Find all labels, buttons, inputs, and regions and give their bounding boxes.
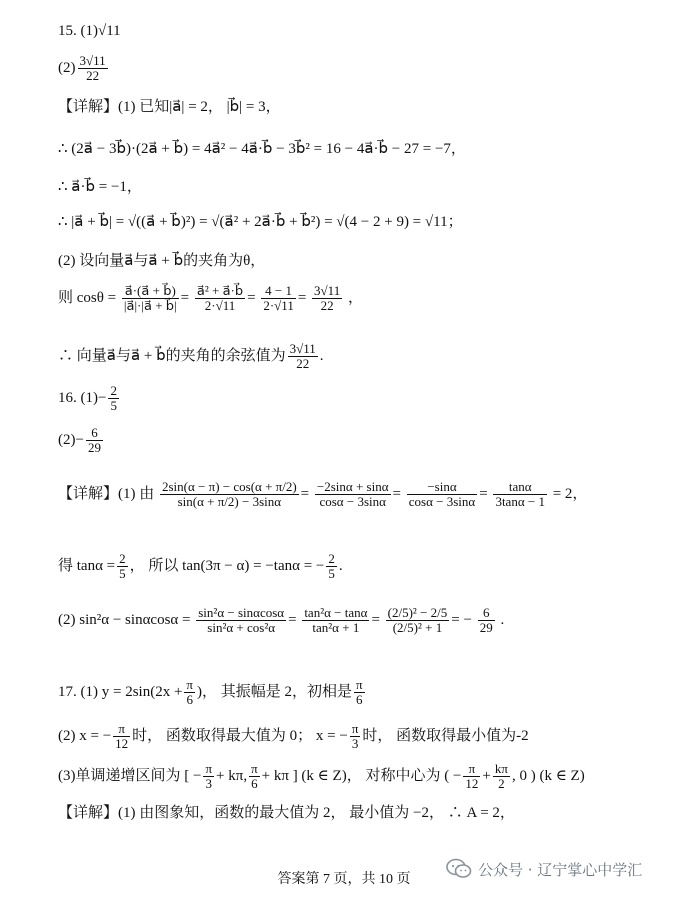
q16-answer-1: 16. (1)− $\frac{2}{5}$ <box>58 383 117 413</box>
q16-part-2: (2) sin²α − sinαcosα = $\frac{\text{sin²α − sinαcosα}}{\text{sin²α + cos²α}}$ = $\frac{\text{tan²α − tanα}}{\text{tan²α + 1}}$ = $\frac{\text{(2/5)² − 2/5}}{\text{(2/5)² + 1}}$ = − $\frac{6}{29}$ . <box>58 605 505 635</box>
q15-detail-2: (2) 设向量a⃗与a⃗ + b⃗的夹角为θ， <box>58 253 266 269</box>
watermark-text: 公众号 · 辽宁掌心中学汇 <box>478 860 643 879</box>
q16-tan-result: 得 tanα = $\frac{2}{5}$ ， 所以 tan(3π − α) = −tanα = − $\frac{2}{5}$ . <box>58 551 343 581</box>
q15-detail-1: 【详解】(1) 已知|a⃗| = 2， |b⃗| = 3， <box>58 99 281 115</box>
q17-answer-3: (3)单调递增区间为 [ − $\frac{\pi}{3}$ + kπ, $\frac{\pi}{6}$ + kπ ] (k ∈ Z)， 对称中心为 ( − $\frac{\pi}{12}$ + $\frac{k\pi}{2}$ , 0 ) (k ∈ Z) <box>58 761 585 791</box>
q16-answer-2: (2)− $\frac{6}{29}$ <box>58 425 101 455</box>
q17-detail-1: 【详解】(1) 由图象知，函数的最大值为 2， 最小值为 −2， ∴ A = 2， <box>58 805 515 821</box>
q15-cos-equation: 则 cosθ = $\frac{a⃗\cdot(a⃗ + b⃗)}{|a⃗|\cdot|a⃗ + b⃗|}$ = $\frac{\text{a⃗² + a⃗·b⃗}}{2\cdot√11}$ = $\frac{4 - 1}{2\cdot√11}$ = $\frac{3√11}{22}$ ， <box>58 283 363 313</box>
q15-step-3: ∴ |a⃗ + b⃗| = √((a⃗ + b⃗)²) = √(a⃗² + 2a⃗·b⃗ + b⃗²) = √(4 − 2 + 9) = √11； <box>58 214 463 230</box>
q16-detail-1: 【详解】(1) 由 $\frac{2\sin(\alpha - \pi) - \cos(\alpha + \pi/2)}{\sin(\alpha + \pi/2) - 3\sin\alpha}$ = $\frac{-2\sin\alpha + \sin\alpha}{\cos\alpha - 3\sin\alpha}$ = $\frac{-\sin\alpha}{\cos\alpha - 3\sin\alpha}$ = $\frac{\tan\alpha}{3\tan\alpha - 1}$ = 2， <box>58 479 588 509</box>
q15-step-2: ∴ a⃗·b⃗ = −1， <box>58 179 142 195</box>
q17-answer-1: 17. (1) y = 2sin(2x + $\frac{\pi}{6}$ )， 其振幅是 2，初相是 $\frac{\pi}{6}$ <box>58 677 363 707</box>
q17-answer-2: (2) x = − $\frac{\pi}{12}$ 时， 函数取得最大值为 0； x = − $\frac{\pi}{3}$ 时， 函数取得最小值为-2 <box>58 721 529 751</box>
q15-answer-2: (2) $\frac{3√11}{22}$ <box>58 53 106 83</box>
q15-answer-1: 15. (1)√11 <box>58 23 121 39</box>
q15-conclusion: ∴ 向量a⃗与a⃗ + b⃗的夹角的余弦值为 $\frac{3√11}{22}$ . <box>58 341 324 371</box>
q15-step-1: ∴ (2a⃗ − 3b⃗)·(2a⃗ + b⃗) = 4a⃗² − 4a⃗·b⃗ − 3b⃗² = 16 − 4a⃗·b⃗ − 27 = −7， <box>58 141 466 157</box>
watermark <box>446 858 642 880</box>
page-footer: 答案第 7 页，共 10 页 <box>277 872 411 887</box>
wechat-icon <box>446 858 472 880</box>
